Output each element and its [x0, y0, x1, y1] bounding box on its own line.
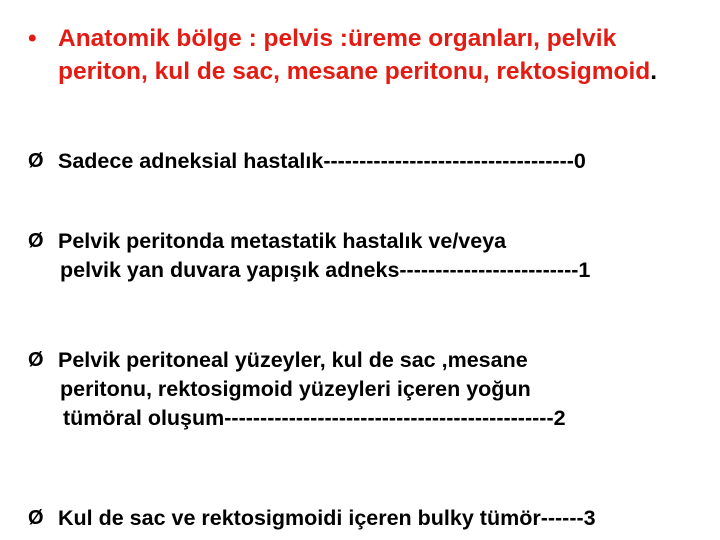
stage-item-line: Sadece adneksial hastalık-----------------------------------0 [58, 149, 586, 173]
stage-item-0 [28, 147, 718, 176]
main-bullet-period: . [650, 58, 658, 85]
main-bullet-label: Anatomik bölge : pelvis :üreme organları, pelvik periton, kul de sac, mesane peritonu, rektosigmoid [58, 25, 651, 85]
stage-item-3 [28, 504, 718, 533]
arrow-bullet-icon: Ø [28, 150, 44, 172]
stage-item-2 [28, 346, 718, 433]
stage-item-line: Pelvik peritoneal yüzeyler, kul de sac ,mesane [58, 348, 528, 372]
arrow-bullet-icon: Ø [28, 507, 44, 529]
stage-item-line: peritonu, rektosigmoid yüzeyleri içeren yoğun [60, 377, 531, 401]
bullet-dot-icon: • [28, 25, 37, 52]
main-bullet-text [58, 22, 708, 88]
stage-item-line: Pelvik peritonda metastatik hastalık ve/veya [58, 229, 507, 253]
stage-item-line: pelvik yan duvara yapışık adneks-------------------------1 [60, 258, 591, 282]
main-bullet [28, 22, 708, 88]
stage-item-1 [28, 227, 718, 285]
arrow-bullet-icon: Ø [28, 230, 44, 252]
stage-item-line: tümöral oluşum----------------------------------------------2 [63, 406, 566, 430]
stage-item-line: Kul de sac ve rektosigmoidi içeren bulky tümör------3 [58, 506, 596, 530]
arrow-bullet-icon: Ø [28, 349, 44, 371]
